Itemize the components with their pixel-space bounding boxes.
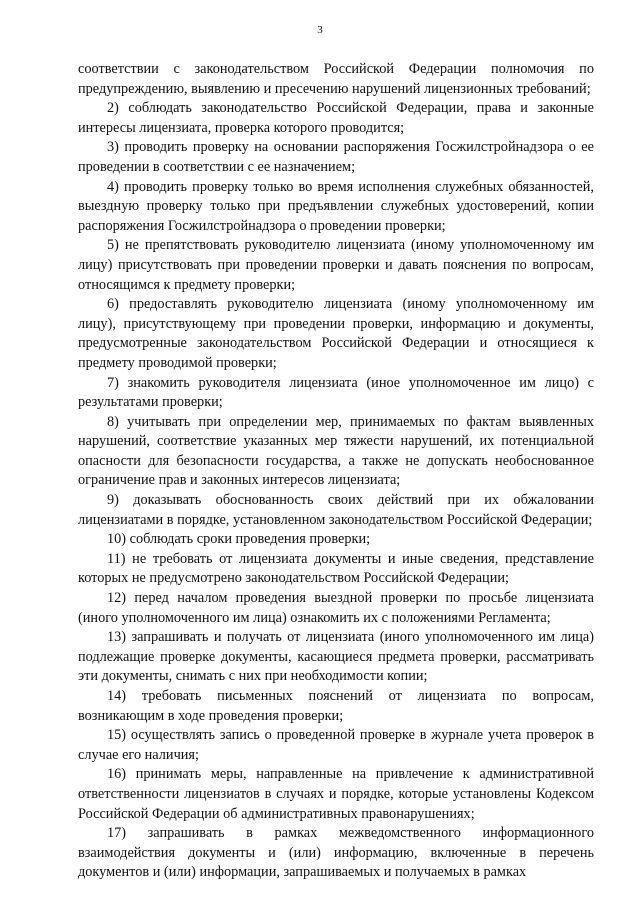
list-item-4: 4) проводить проверку только во время исполнения служебных обязанностей, выездную проверку только при предъявлении служебных удостоверений, копии распоряжения Госжилстройнадзора о проведении проверки;: [78, 178, 594, 234]
list-item-6: 6) предоставлять руководителю лицензиата (иному уполномоченному им лицу), присутствующему при проведении проверки, информацию и документы, предусмотренные законодательством Российской Федерации и относящиеся к предмету проводимой проверки;: [78, 296, 594, 371]
list-item-11: 11) не требовать от лицензиата документы и иные сведения, представление которых не предусмотрено законодательством Российской Федерации;: [78, 550, 594, 587]
list-item-7: 7) знакомить руководителя лицензиата (иное уполномоченное им лицо) с результатами проверки;: [78, 374, 594, 411]
list-item-3: 3) проводить проверку на основании распоряжения Госжилстройнадзора о ее проведении в соответствии с ее назначением;: [78, 139, 594, 175]
list-item-16: 16) принимать меры, направленные на привлечение к административной ответственности лицензиатов в случаях и порядке, которые установлены Кодексом Российской Федерации об административных правонарушениях;: [78, 766, 594, 822]
page-number: 3: [317, 24, 323, 36]
list-item-14: 14) требовать письменных пояснений от лицензиата по вопросам, возникающим в ходе проведения проверки;: [78, 688, 594, 724]
paragraph-continuation: соответствии с законодательством Российской Федерации полномочия по предупреждению, выявлению и пресечению нарушений лицензионных требований;: [78, 61, 594, 97]
list-item-17: 17) запрашивать в рамках межведомственного информационного взаимодействия документы и (или) информацию, включенные в перечень документов и (или) информации, запрашиваемых и получаемых в рамках: [78, 825, 594, 881]
list-item-8: 8) учитывать при определении мер, принимаемых по фактам выявленных нарушений, соответствие указанных мер тяжести нарушений, их потенциальной опасности для безопасности государства, а также не допускать необоснованное ограничение прав и законных интересов лицензиата;: [78, 413, 594, 489]
list-item-13: 13) запрашивать и получать от лицензиата (иного уполномоченного им лица) подлежащие проверке документы, касающиеся предмета проверки, рассматривать эти документы, снимать с них при необходимости копии;: [78, 629, 594, 685]
list-item-5: 5) не препятствовать руководителю лицензиата (иному уполномоченному им лицу) присутствовать при проведении проверки и давать пояснения по вопросам, относящимся к предмету проверки;: [78, 237, 594, 293]
list-item-10: 10) соблюдать сроки проведения проверки;: [107, 531, 371, 548]
list-item-12: 12) перед началом проведения выездной проверки по просьбе лицензиата (иного уполномоченного им лица) ознакомить их с положениями Регламента;: [78, 590, 594, 626]
list-item-2: 2) соблюдать законодательство Российской Федерации, права и законные интересы лицензиата, проверка которого проводится;: [78, 100, 594, 136]
list-item-9: 9) доказывать обоснованность своих действий при их обжаловании лицензиатами в порядке, установленном законодательством Российской Федерации;: [78, 492, 594, 528]
list-item-15: 15) осуществлять запись о проведенной проверке в журнале учета проверок в случае его наличия;: [78, 727, 594, 763]
document-body: [78, 60, 594, 883]
